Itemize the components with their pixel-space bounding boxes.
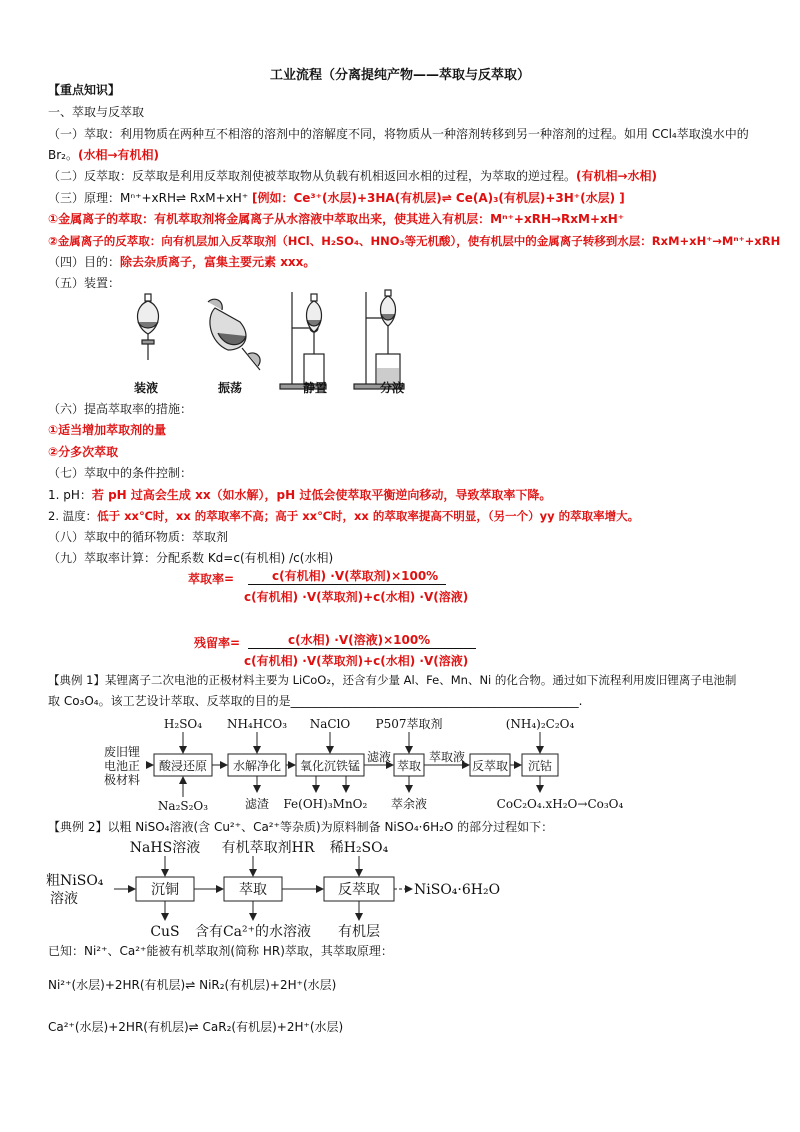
fraction-bar: [248, 584, 446, 585]
key-knowledge-heading: 【重点知识】: [48, 83, 121, 97]
funnel-loading-icon: [138, 294, 159, 360]
funnel-shaking-icon: [208, 299, 260, 370]
byproduct-label: 萃余液: [390, 797, 428, 811]
text-line: （六）提高萃取率的措施：: [48, 402, 193, 416]
fraction-bar: [248, 648, 476, 649]
byproduct-label: CuS: [150, 924, 180, 940]
text-line: （四）目的：除去杂质离子，富集主要元素 xxx。: [48, 255, 316, 269]
text-line: （七）萃取中的条件控制：: [48, 466, 193, 480]
text-line: 1. pH：若 pH 过高会生成 xx（如水解），pH 过低会使萃取平衡逆向移动，导致萃取率下降。: [48, 488, 552, 502]
apparatus-caption: 静置: [303, 381, 328, 395]
text-line: （九）萃取率计算：分配系数 Kd=c(有机相) /c(水相): [48, 551, 334, 565]
flow-start: 溶液: [50, 891, 78, 907]
product-label: NiSO₄·6H₂O: [414, 882, 501, 898]
reagent-label: H₂SO₄: [163, 717, 203, 731]
formula-label: 萃取率=: [188, 572, 235, 586]
text-line: ①适当增加萃取剂的量: [48, 423, 167, 437]
formula-label: 残留率=: [194, 636, 241, 650]
flow-start: 极材料: [104, 773, 141, 787]
reagent-label: NH₄HCO₃: [226, 717, 288, 731]
funnel-separating-icon: [354, 290, 404, 389]
text-line: ②分多次萃取: [48, 445, 119, 459]
funnel-standing-icon: [280, 292, 326, 389]
process-label: 反萃取: [338, 882, 380, 898]
text-line: （二）反萃取：反萃取是利用反萃取剂使被萃取物从负载有机相返回水相的过程，为萃取的逆过程。(有机相→水相): [48, 169, 658, 183]
process-label: 萃取: [239, 882, 267, 898]
section-heading: 一、萃取与反萃取: [48, 105, 145, 119]
text-line: 已知：Ni²⁺、Ca²⁺能被有机萃取剂(简称 HR)萃取，其萃取原理：: [48, 944, 393, 958]
process-label: 反萃取: [471, 759, 509, 773]
page-title: 工业流程（分离提纯产物——萃取与反萃取）: [269, 68, 530, 83]
flow-start: 粗NiSO₄: [46, 873, 104, 889]
process-label: 氧化沉铁锰: [299, 759, 361, 773]
equation: Ca²⁺(水层)+2HR(有机层)⇌ CaR₂(有机层)+2H⁺(水层): [48, 1020, 344, 1034]
equation: Ni²⁺(水层)+2HR(有机层)⇌ NiR₂(有机层)+2H⁺(水层): [48, 978, 337, 992]
apparatus-caption: 分液: [380, 381, 405, 395]
text-line: 2. 温度：低于 xx℃时，xx 的萃取率不高；高于 xx℃时，xx 的萃取率提高不明显，（另一个）yy 的萃取率增大。: [48, 509, 640, 523]
formula-numerator: c(水相) ·V(溶液)×100%: [288, 633, 431, 647]
flow-start: 电池正: [104, 759, 141, 773]
byproduct-label: Fe(OH)₃: [283, 797, 333, 811]
flowchart-1: [96, 712, 656, 822]
text-line: ②金属离子的反萃取：向有机层加入反萃取剂（HCl、H₂SO₄、HNO₃等无机酸），使有机层中的金属离子转移到水层：RxM+xH⁺→Mⁿ⁺+xRH: [48, 234, 781, 248]
formula-numerator: c(有机相) ·V(萃取剂)×100%: [272, 569, 439, 583]
example-text: 【典例 2】以粗 NiSO₄溶液(含 Cu²⁺、Ca²⁺等杂质)为原料制备 NiSO₄·6H₂O 的部分过程如下：: [48, 820, 554, 834]
example-text: 取 Co₃O₄。该工艺设计萃取、反萃取的目的是________________________________________________.: [48, 694, 583, 708]
text-line: （八）萃取中的循环物质：萃取剂: [48, 530, 229, 544]
apparatus-figure: [120, 288, 420, 392]
reagent-label: NaHS溶液: [129, 840, 201, 856]
process-label: 酸浸还原: [158, 759, 208, 773]
reagent-label: P507萃取剂: [375, 717, 443, 731]
text-line: ①金属离子的萃取：有机萃取剂将金属离子从水溶液中萃取出来，使其进入有机层：Mⁿ⁺+xRH→RxM+xH⁺: [48, 212, 625, 226]
byproduct-label: MnO₂: [332, 797, 368, 811]
text-line: （三）原理：Mⁿ⁺+xRH⇌ RxM+xH⁺ [例如：Ce³⁺(水层)+3HA(有机层)⇌ Ce(A)₃(有机层)+3H⁺(水层) ]: [48, 191, 625, 205]
flowchart-2: [40, 836, 560, 948]
reagent-label: Na₂S₂O₃: [157, 799, 209, 813]
byproduct-label: 有机层: [338, 924, 380, 940]
apparatus-caption: 振荡: [218, 381, 243, 395]
process-label: 沉钴: [527, 759, 553, 773]
apparatus-caption: 装液: [134, 381, 159, 395]
reagent-label: 有机萃取剂HR: [221, 840, 315, 856]
reagent-label: (NH₄)₂C₂O₄: [505, 717, 575, 731]
process-label: 萃取: [396, 759, 422, 773]
byproduct-label: 滤渣: [244, 797, 270, 811]
stream-label: 滤液: [366, 750, 392, 764]
flow-start: 废旧锂: [104, 745, 141, 759]
byproduct-label: 含有Ca²⁺的水溶液: [194, 924, 312, 940]
stream-label: 萃取液: [428, 750, 466, 764]
formula-denominator: c(有机相) ·V(萃取剂)+c(水相) ·V(溶液): [244, 590, 469, 604]
text-line: （五）装置：: [48, 276, 121, 290]
formula-denominator: c(有机相) ·V(萃取剂)+c(水相) ·V(溶液): [244, 654, 469, 668]
text-line: Br₂。(水相→有机相): [48, 148, 160, 162]
example-text: 【典例 1】某锂离子二次电池的正极材料主要为 LiCoO₂，还含有少量 Al、Fe、Mn、Ni 的化合物。通过如下流程利用废旧锂离子电池制: [48, 673, 737, 687]
process-label: 水解净化: [232, 759, 282, 773]
reagent-label: NaClO: [309, 717, 351, 731]
product-label: CoC₂O₄.xH₂O→Co₃O₄: [496, 797, 624, 811]
reagent-label: 稀H₂SO₄: [329, 840, 389, 856]
process-label: 沉铜: [151, 882, 179, 898]
text-line: （一）萃取：利用物质在两种互不相溶的溶剂中的溶解度不同，将物质从一种溶剂转移到另一种溶剂的过程。如用 CCl₄萃取溴水中的: [48, 127, 749, 141]
